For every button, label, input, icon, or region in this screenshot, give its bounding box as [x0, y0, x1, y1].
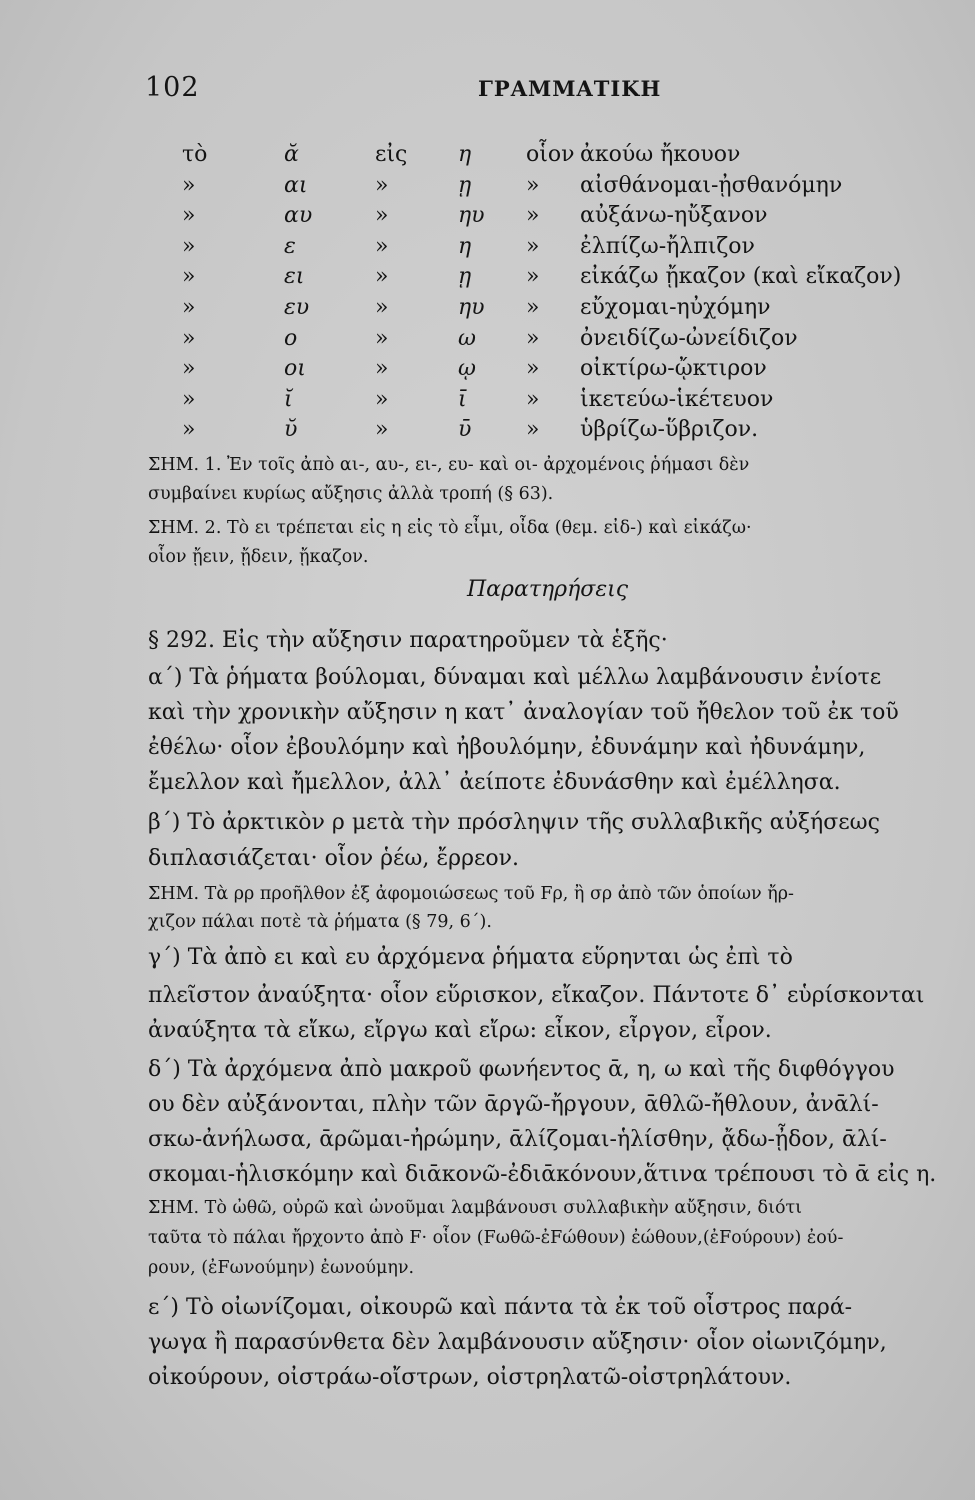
note-1-line-1: ΣΗΜ. 1. Ἐν τοῖς ἀπὸ αι-, αυ-, ει-, ευ- καὶ οι- ἀρχομένοις ῥήμασι δὲν	[148, 455, 750, 475]
row-into: »	[375, 294, 389, 320]
row-example: εἰκάζω ᾔκαζον (καὶ εἴκαζον)	[580, 264, 902, 290]
body-line: διπλασιάζεται· οἷον ῥέω, ἔρρεον.	[148, 846, 520, 871]
row-prefix: »	[182, 264, 196, 290]
row-initial: οι	[284, 356, 306, 382]
body-line: ἔμελλον καὶ ἤμελλον, ἀλλ᾽ ἀείποτε ἐδυνάσθην καὶ ἐμέλλησα.	[148, 770, 841, 795]
row-initial: ε	[284, 233, 296, 259]
row-result: ῃ	[458, 172, 472, 198]
row-initial: ο	[284, 325, 298, 351]
row-result: ῑ	[458, 386, 467, 412]
row-example: ἐλπίζω-ἤλπιζον	[580, 233, 755, 259]
row-example: ὑβρίζω-ὕβριζον.	[580, 417, 759, 443]
body-line: γ΄) Τὰ ἀπὸ ει καὶ ευ ἀρχόμενα ῥήματα εὕρηνται ὡς ἐπὶ τὸ	[148, 945, 793, 970]
row-example-label: »	[526, 172, 540, 198]
note-3-line: ΣΗΜ. Τὰ ρρ προῆλθον ἐξ ἀφομοιώσεως τοῦ Fρ, ἢ σρ ἀπὸ τῶν ὁποίων ἤρ-	[148, 884, 794, 904]
body-line: β΄) Τὸ ἀρκτικὸν ρ μετὰ τὴν πρόσληψιν τῆς συλλαβικῆς αὐξήσεως	[148, 810, 880, 835]
row-into: »	[375, 356, 389, 382]
row-prefix: »	[182, 325, 196, 351]
body-line: σκομαι-ἡλισκόμην καὶ διᾱκονῶ-ἐδιᾱκόνουν,ἅτινα τρέπουσι τὸ ᾱ εἰς η.	[148, 1162, 937, 1187]
table-row	[160, 173, 960, 204]
row-prefix: »	[182, 417, 196, 443]
body-line: ἐθέλω· οἷον ἐβουλόμην καὶ ἠβουλόμην, ἐδυνάμην καὶ ἠδυνάμην,	[148, 735, 866, 760]
row-example: εὔχομαι-ηὐχόμην	[580, 294, 771, 320]
row-result: η	[458, 142, 472, 167]
row-example-label: οἷον	[526, 142, 575, 167]
row-example-label: »	[526, 203, 540, 229]
row-initial: αυ	[284, 203, 313, 229]
body-line: § 292. Εἰς τὴν αὔξησιν παρατηροῦμεν τὰ ἑξῆς·	[148, 628, 668, 653]
row-initial: ει	[284, 264, 305, 290]
row-result: ηυ	[458, 294, 485, 320]
row-example-label: »	[526, 356, 540, 382]
row-example: αὐξάνω-ηὔξανον	[580, 203, 768, 229]
row-example-label: »	[526, 386, 540, 412]
page-header-title: ΓΡΑΜΜΑΤΙΚΗ	[478, 76, 662, 101]
row-prefix: »	[182, 294, 196, 320]
row-prefix: »	[182, 172, 196, 198]
row-example: ὀνειδίζω-ὠνείδιζον	[580, 325, 798, 351]
row-into: »	[375, 417, 389, 443]
row-example: αἰσθάνομαι-ᾐσθανόμην	[580, 172, 843, 198]
row-example-label: »	[526, 294, 540, 320]
row-result: ῡ	[458, 417, 472, 443]
row-example-label: »	[526, 417, 540, 443]
note-2-line-1: ΣΗΜ. 2. Τὸ ει τρέπεται εἰς η εἰς τὸ εἶμι, οἶδα (θεμ. εἰδ-) καὶ εἰκάζω·	[148, 518, 752, 538]
table-row	[160, 417, 960, 448]
table-row	[160, 203, 960, 234]
row-initial: ευ	[284, 294, 310, 320]
row-prefix: τὸ	[182, 142, 208, 167]
row-initial: ῠ	[284, 417, 298, 443]
row-into: »	[375, 325, 389, 351]
section-heading: Παρατηρήσεις	[467, 577, 629, 602]
table-row	[160, 326, 960, 357]
table-row	[160, 356, 960, 387]
row-into: εἰς	[375, 142, 408, 167]
row-result: ῳ	[458, 356, 476, 382]
table-row	[160, 142, 960, 173]
body-line: οἰκούρουν, οἰστράω-οἴστρων, οἰστρηλατῶ-οἰστρηλάτουν.	[148, 1365, 792, 1390]
row-example-label: »	[526, 264, 540, 290]
row-example: ἱκετεύω-ἱκέτευον	[580, 386, 774, 412]
table-row	[160, 264, 960, 295]
row-prefix: »	[182, 386, 196, 412]
body-line: σκω-ἀνήλωσα, ᾱρῶμαι-ἠρώμην, ᾱλίζομαι-ἡλίσθην, ᾄδω-ᾖδον, ᾱλί-	[148, 1127, 887, 1152]
body-line: καὶ τὴν χρονικὴν αὔξησιν η κατ᾽ ἀναλογίαν τοῦ ἤθελον τοῦ ἐκ τοῦ	[148, 700, 899, 725]
note-2-line-2: οἷον ᾔειν, ᾔδειν, ᾔκαζον.	[148, 547, 369, 567]
row-example: ἀκούω ἤκουον	[580, 142, 741, 167]
row-initial: ῐ	[284, 386, 293, 412]
row-into: »	[375, 264, 389, 290]
body-line: ε΄) Τὸ οἰωνίζομαι, οἰκουρῶ καὶ πάντα τὰ ἐκ τοῦ οἶστρος παρά-	[148, 1295, 853, 1320]
row-result: η	[458, 233, 472, 259]
row-result: ηυ	[458, 203, 485, 229]
body-line: ου δὲν αὐξάνονται, πλὴν τῶν ᾱργῶ-ἤργουν, ᾱθλῶ-ἤθλουν, ἀνᾱλί-	[148, 1092, 879, 1117]
row-into: »	[375, 386, 389, 412]
body-line: δ΄) Τὰ ἀρχόμενα ἀπὸ μακροῦ φωνήεντος ᾱ, η, ω καὶ τῆς διφθόγγου	[148, 1057, 895, 1082]
row-into: »	[375, 172, 389, 198]
row-initial: αι	[284, 172, 308, 198]
row-example-label: »	[526, 325, 540, 351]
row-result: ῃ	[458, 264, 472, 290]
row-prefix: »	[182, 356, 196, 382]
body-line: α΄) Τὰ ῥήματα βούλομαι, δύναμαι καὶ μέλλω λαμβάνουσιν ἐνίοτε	[148, 665, 882, 690]
row-example: οἰκτίρω-ᾤκτιρον	[580, 356, 767, 382]
row-prefix: »	[182, 233, 196, 259]
note-3-line: χιζον πάλαι ποτὲ τὰ ῥήματα (§ 79, 6΄).	[148, 912, 492, 932]
table-row	[160, 234, 960, 265]
row-prefix: »	[182, 203, 196, 229]
body-line: πλεῖστον ἀναύξητα· οἷον εὕρισκον, εἴκαζον. Πάντοτε δ᾽ εὑρίσκονται	[148, 983, 925, 1008]
note-1-line-2: συμβαίνει κυρίως αὔξησις ἀλλὰ τροπή (§ 63).	[148, 484, 554, 504]
table-row	[160, 387, 960, 418]
note-4-line: ρουν, (ἐFωνούμην) ἐωνούμην.	[148, 1258, 415, 1278]
page-number: 102	[145, 72, 200, 103]
body-line: γωγα ἢ παρασύνθετα δὲν λαμβάνουσιν αὔξησιν· οἷον οἰωνιζόμην,	[148, 1330, 887, 1355]
note-4-line: ΣΗΜ. Τὸ ὠθῶ, οὐρῶ καὶ ὠνοῦμαι λαμβάνουσι συλλαβικὴν αὔξησιν, διότι	[148, 1198, 803, 1218]
body-line: ἀναύξητα τὰ εἴκω, εἴργω καὶ εἴρω: εἶκον, εἶργον, εἶρον.	[148, 1018, 772, 1043]
augment-table	[160, 142, 960, 448]
row-into: »	[375, 233, 389, 259]
row-initial: ᾰ	[284, 142, 299, 167]
row-example-label: »	[526, 233, 540, 259]
note-4-line: ταῦτα τὸ πάλαι ἤρχοντο ἀπὸ F· οἷον (Fωθῶ-ἐFώθουν) ἐώθουν,(ἐFούρουν) ἐού-	[148, 1228, 844, 1248]
row-result: ω	[458, 325, 476, 351]
row-into: »	[375, 203, 389, 229]
table-row	[160, 295, 960, 326]
